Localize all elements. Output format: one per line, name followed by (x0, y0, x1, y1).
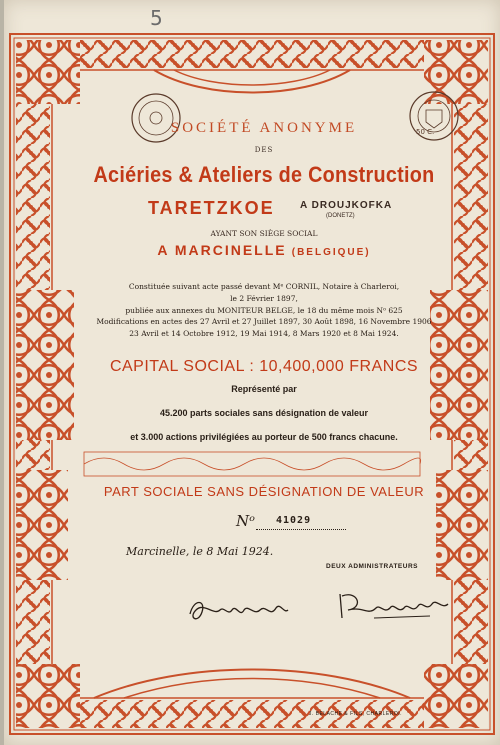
legal-line-5: 23 Avril et 14 Octobre 1912, 19 Mai 1914, 8 Mars 1920 et 8 Mai 1924. (129, 329, 399, 338)
pencil-mark: 5 (150, 6, 163, 30)
signature-2 (334, 586, 454, 626)
legal-line-3: publiée aux annexes du MONITEUR BELGE, le 18 du même mois Nᵒ 625 (125, 306, 403, 315)
number-label: Nᵒ (236, 512, 255, 530)
legal-line-1: Constituée suivant acte passé devant Mᵉ CORNIL, Notaire à Charleroi, (128, 282, 400, 291)
legal-line-4: Modifications en actes des 27 Avril et 27 Juillet 1897, 30 Août 1898, 16 Novembre 1906 (96, 317, 432, 326)
marcinelle-text: A MARCINELLE (157, 242, 287, 258)
represente-text: Représenté par (231, 384, 297, 394)
belgique-text: (BELGIQUE) (291, 247, 371, 258)
share-certificate (4, 0, 500, 745)
part-sociale-heading: PART SOCIALE SANS DÉSIGNATION DE VALEUR (103, 484, 425, 499)
certificate-number: 41029 (276, 515, 312, 526)
parts-sociales-text: 45.200 parts sociales sans désignation de valeur (159, 408, 369, 418)
donetz-text: (DONETZ) (326, 213, 355, 219)
number-underline (256, 529, 346, 530)
legal-line-2: le 2 Février 1897, (230, 294, 298, 303)
societe-anonyme-heading: SOCIÉTÉ ANONYME (170, 120, 358, 136)
place-and-date: Marcinelle, le 8 Mai 1924. (126, 545, 274, 558)
des-text: DES (254, 146, 274, 154)
siege-social-label: AYANT SON SIÈGE SOCIAL (210, 229, 318, 238)
actions-text: et 3.000 actions privilégiées au porteur de 500 francs chacune. (130, 432, 398, 442)
seat-row (64, 240, 464, 259)
capital-social-heading: CAPITAL SOCIAL : 10,400,000 FRANCS (109, 358, 419, 375)
printer-name: J. BELACHE & FILS, CHARLEROI. (308, 711, 402, 717)
stamp-value: 50 C. (416, 128, 435, 136)
administrators-label: DEUX ADMINISTRATEURS (326, 563, 418, 570)
company-location-row (64, 198, 464, 228)
droujkofka-text: A DROUJKOFKA (300, 200, 393, 211)
company-name: Aciéries & Ateliers de Construction (93, 162, 435, 187)
printer-line (64, 711, 464, 717)
signature-1 (184, 592, 294, 628)
certificate-body (64, 0, 464, 745)
taretzkoe-text: TARETZKOE (148, 198, 275, 218)
certificate-number-row (64, 512, 464, 532)
